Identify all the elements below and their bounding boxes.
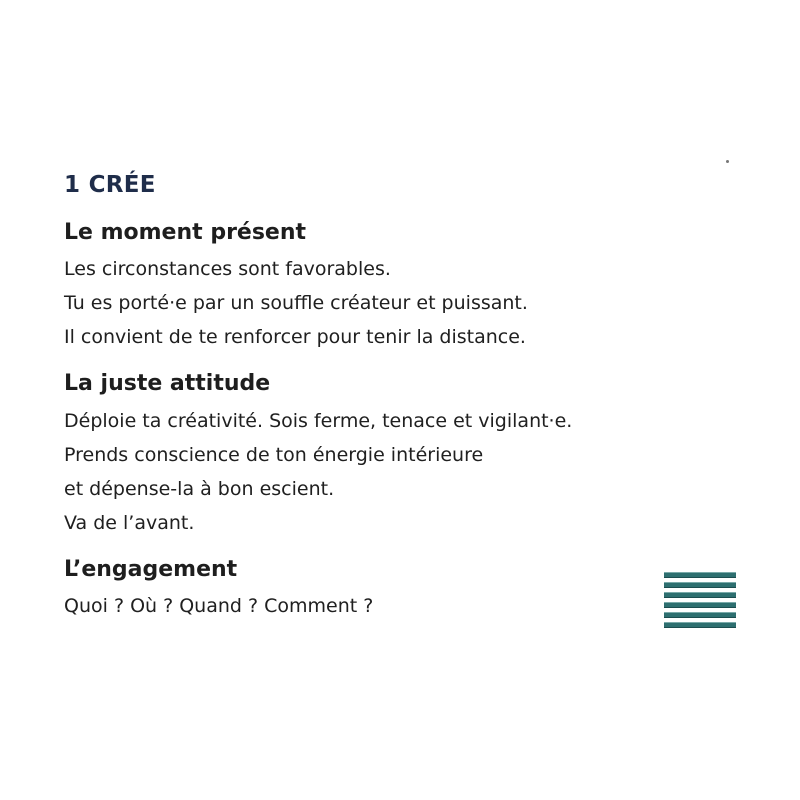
- section-text-juste-attitude: [64, 404, 572, 540]
- text-line: Les circonstances sont favorables.: [64, 258, 391, 280]
- hexagram-icon: [664, 572, 736, 632]
- print-speck: [726, 160, 729, 163]
- section-heading-moment-present: Le moment présent: [64, 220, 307, 245]
- text-line: Prends conscience de ton énergie intérieure: [64, 444, 484, 466]
- hexagram-line: [664, 602, 736, 608]
- hexagram-line: [664, 612, 736, 618]
- card-title: 1 CRÉE: [64, 172, 156, 198]
- section-text-moment-present: [64, 252, 528, 354]
- text-line: Déploie ta créativité. Sois ferme, tenace et vigilant·e.: [64, 410, 573, 432]
- text-line: Tu es porté·e par un souffle créateur et puissant.: [64, 292, 528, 314]
- hexagram-line: [664, 592, 736, 598]
- section-heading-engagement: L’engagement: [64, 557, 238, 582]
- text-line: Va de l’avant.: [64, 512, 195, 534]
- hexagram-line: [664, 572, 736, 578]
- section-text-engagement: [64, 589, 373, 623]
- hexagram-line: [664, 622, 736, 628]
- text-line: et dépense-la à bon escient.: [64, 478, 335, 500]
- text-line: Il convient de te renforcer pour tenir la distance.: [64, 326, 526, 348]
- section-heading-juste-attitude: La juste attitude: [64, 371, 271, 396]
- text-line: Quoi ? Où ? Quand ? Comment ?: [64, 595, 374, 617]
- hexagram-line: [664, 582, 736, 588]
